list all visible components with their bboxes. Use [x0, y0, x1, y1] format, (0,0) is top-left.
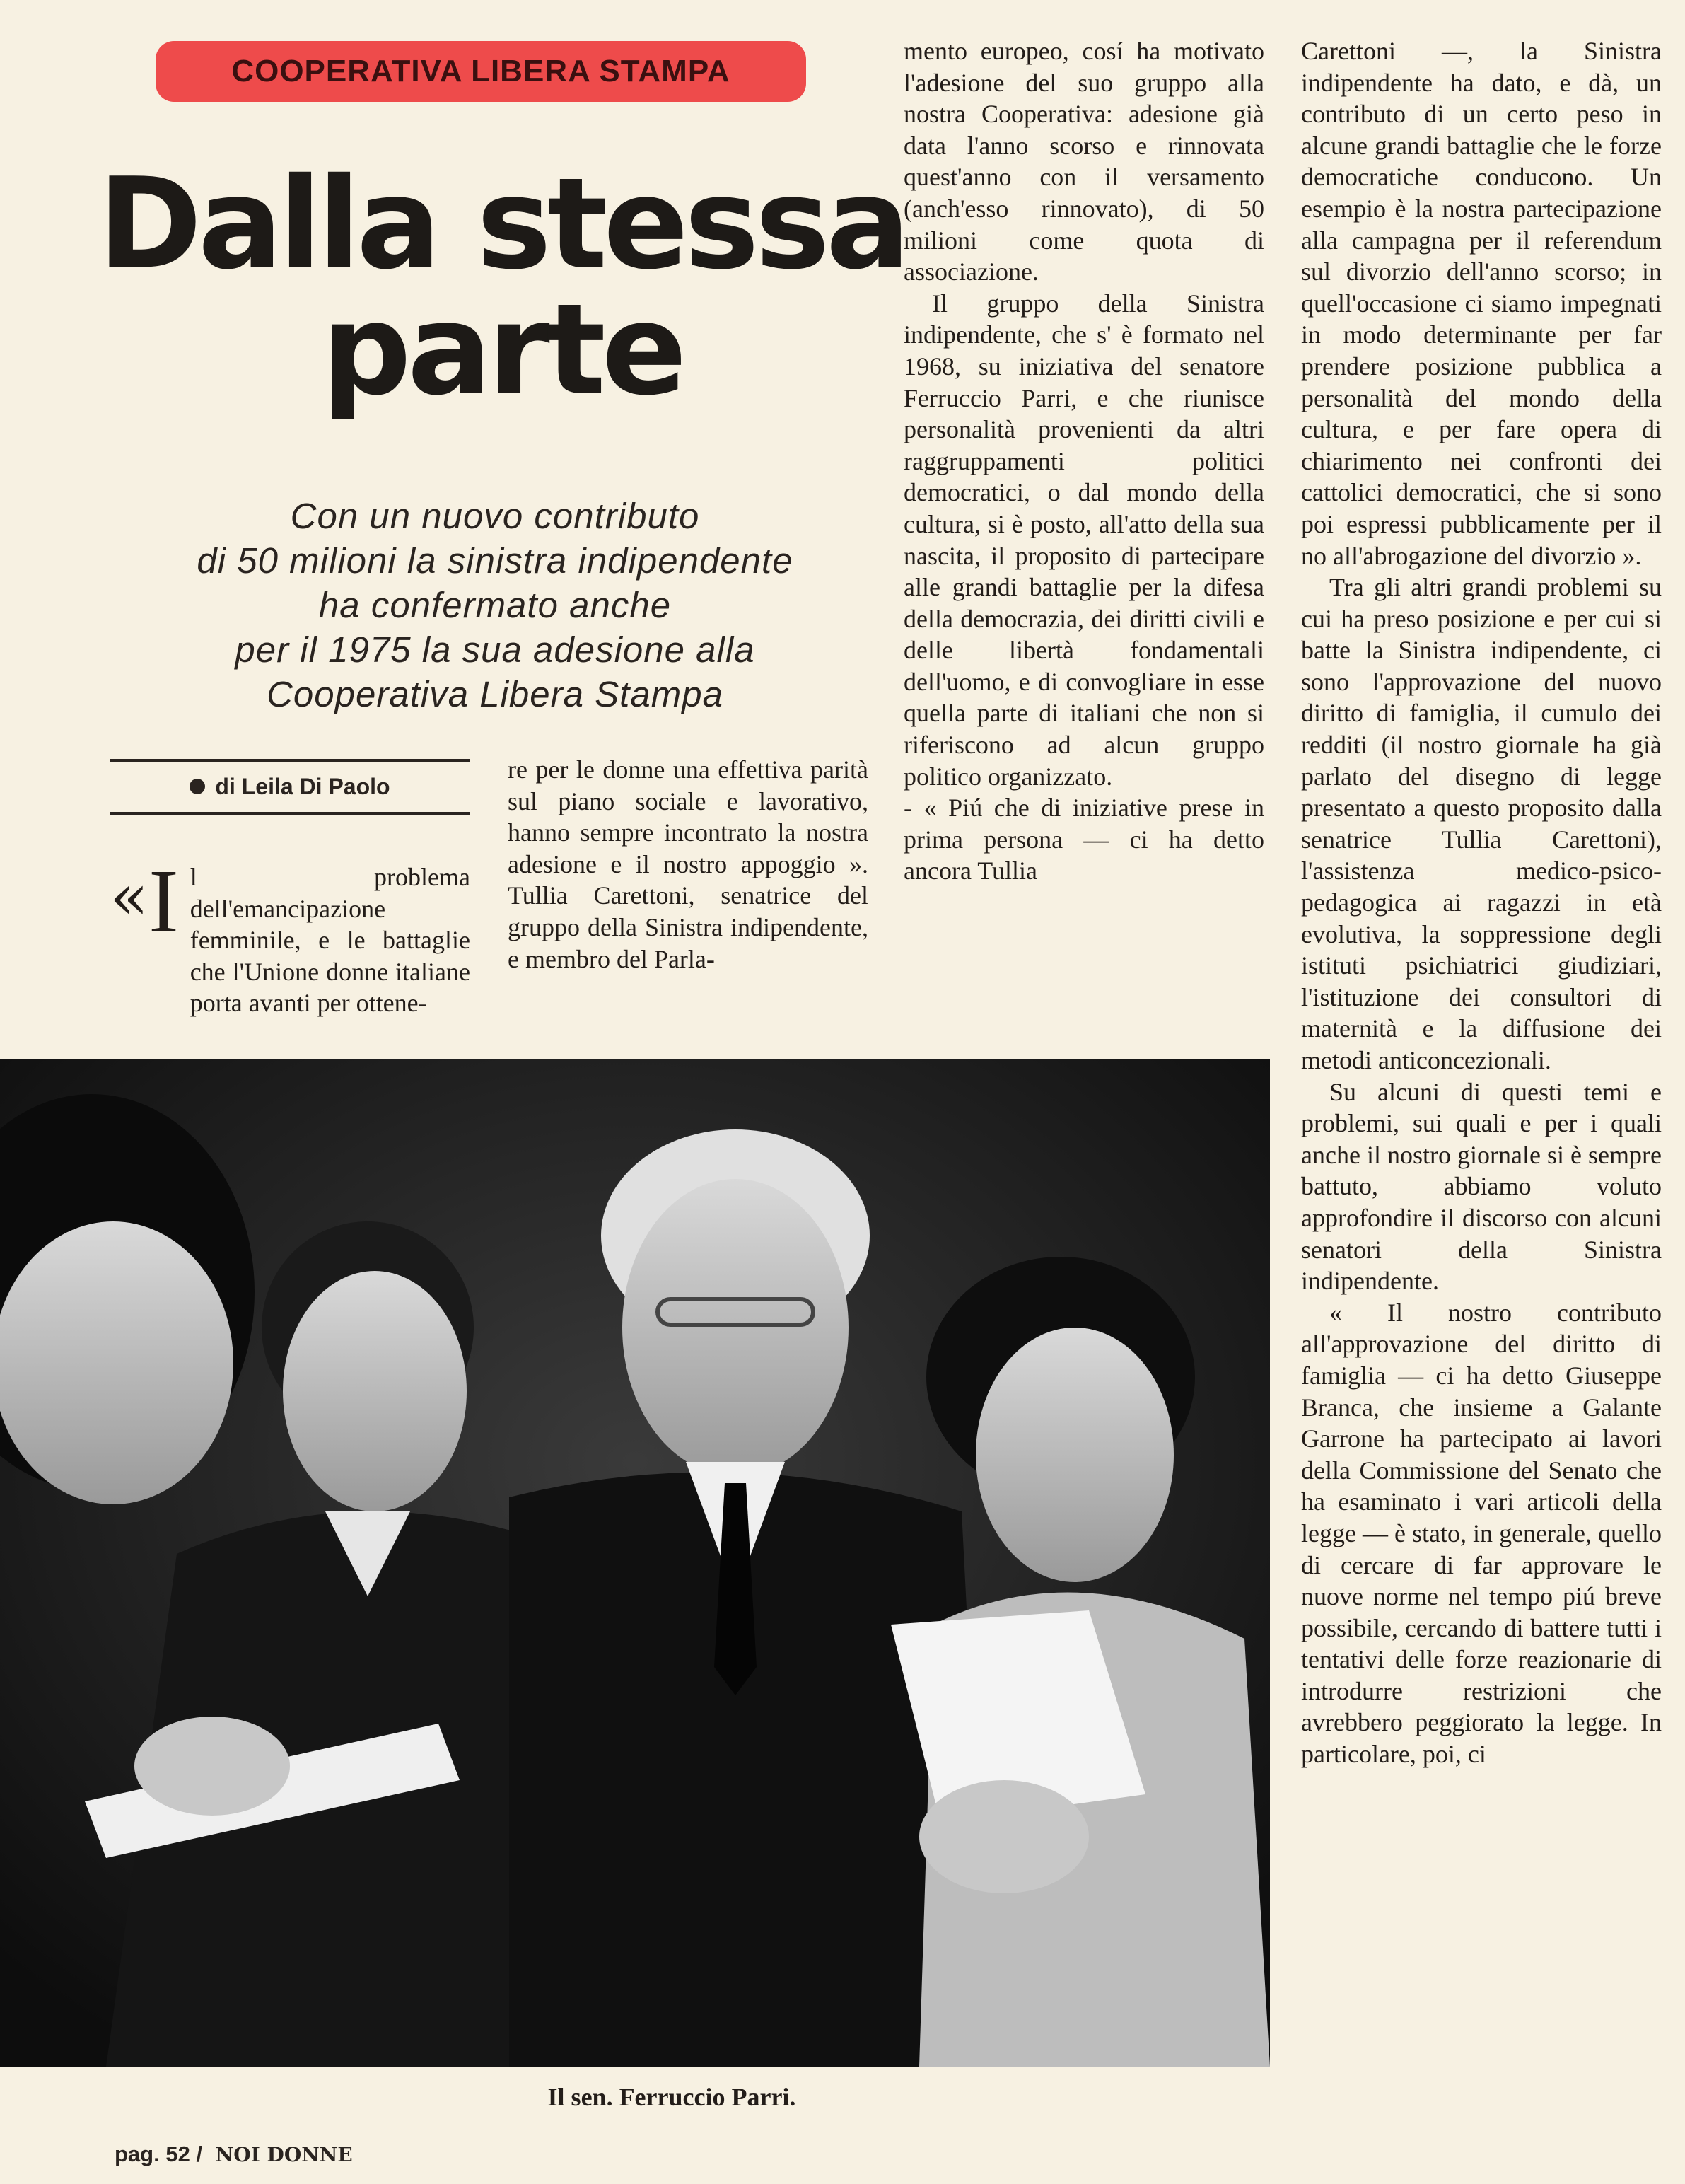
byline-bottom-rule — [110, 812, 470, 815]
page-number: pag. 52 — [115, 2142, 190, 2166]
body-paragraph: l problema dell'emancipazione femminile, e le battaglie che l'Unione donne italiane porta avanti per ottene- — [190, 863, 470, 1018]
subtitle-line: Cooperativa Libera Stampa — [267, 674, 723, 714]
headline — [85, 151, 919, 423]
drop-cap-quote: « — [110, 860, 149, 934]
headline-line-2: parte — [321, 277, 683, 423]
headline-line-1: Dalla stessa — [98, 151, 906, 297]
body-paragraph: Carettoni —, la Sinistra indipendente ha dato, e dà, un contributo di un certo peso in alcune grandi battaglie che le forze democratiche conducono. Un esempio è la nostra partecipazione alla campagna per il referendum sul divorzio dell'anno scorso; in quell'occasione ci siamo impegnati in modo determinante per far prendere posizione pubblica a personalità del mondo della cultura, e per fare opera di chiarimento nei confronti dei cattolici democratici, che si sono poi espressi pubblicamente per il no all'abrogazione del divorzio ». — [1301, 37, 1662, 570]
body-paragraph: re per le donne una effettiva parità sul piano sociale e lavorativo, hanno sempre incontrato la nostra adesione e il nostro appoggio ». Tullia Carettoni, senatrice del gruppo della Sinistra indipendente, e membro del Parla- — [508, 755, 868, 973]
body-column-2 — [508, 754, 868, 975]
byline-top-rule — [110, 759, 470, 762]
drop-cap-paragraph — [110, 851, 470, 1019]
subtitle-line: Con un nuovo contributo — [290, 496, 700, 536]
body-column-4 — [1301, 35, 1662, 1770]
body-paragraph: mento europeo, cosí ha motivato l'adesione del suo gruppo alla nostra Cooperativa: adesione già data l'anno scorso e rinnovata quest'anno con il versamento (anch'esso rinnovato), di 50 milioni come quota di associazione. — [904, 37, 1264, 286]
body-column-3 — [904, 35, 1264, 887]
body-paragraph: - « Piú che di iniziative prese in prima persona — ci ha detto ancora Tullia — [904, 794, 1264, 885]
subtitle-line: per il 1975 la sua adesione alla — [235, 629, 755, 670]
magazine-logo: NOI DONNE — [215, 2143, 353, 2166]
body-paragraph: Il gruppo della Sinistra indipendente, che s' è formato nel 1968, su iniziativa del senatore Ferruccio Parri, e che riunisce personalità provenienti da altri raggruppamenti politici democratici, o dal mondo della cultura, si è posto, all'atto della sua nascita, il proposito di partecipare alle grandi battaglie per la difesa della democrazia, dei diritti civili e delle libertà fondamentali dell'uomo, e di convogliare in esse quella parte di italiani che non si riferiscono ad alcun gruppo politico organizzato. — [904, 289, 1264, 791]
drop-cap-letter: I — [148, 851, 179, 951]
section-tag: COOPERATIVA LIBERA STAMPA — [156, 41, 806, 102]
subtitle — [85, 494, 905, 716]
byline-text: di Leila Di Paolo — [215, 774, 390, 799]
body-column-1 — [110, 851, 470, 1019]
byline — [110, 774, 470, 800]
photo-caption: Il sen. Ferruccio Parri. — [547, 2083, 796, 2111]
footer-separator: / — [196, 2142, 203, 2166]
news-photo — [0, 1059, 1270, 2067]
subtitle-line: di 50 milioni la sinistra indipendente — [197, 540, 793, 581]
body-paragraph: Tra gli altri grandi problemi su cui ha preso posizione e per cui si batte la Sinistra indipendente, ci sono l'approvazione del nuovo diritto di famiglia, il cumulo dei redditi (il nostro giornale ha già parlato del disegno di legge presentato a questo proposito dalla senatrice Tullia Carettoni), l'assistenza medico-psico-pedagogica ai ragazzi in età evolutiva, la soppressione degli istituti psichiatrici giudiziari, l'istituzione dei consultori di maternità e la diffusione dei metodi anticoncezionali. — [1301, 573, 1662, 1074]
page-footer — [115, 2142, 353, 2167]
bullet-icon — [190, 779, 205, 794]
subtitle-line: ha confermato anche — [318, 585, 672, 625]
body-paragraph: Su alcuni di questi temi e problemi, sui quali e per i quali anche il nostro giornale si è sempre battuto, abbiamo voluto approfondire il discorso con alcuni senatori della Sinistra indipendente. — [1301, 1077, 1662, 1296]
body-paragraph: « Il nostro contributo all'approvazione del diritto di famiglia — ci ha detto Giuseppe Branca, che insieme a Galante Garrone ha partecipato ai lavori della Commissione del Senato che ha esaminato i vari articoli della legge — è stato, in generale, quello di cercare di far approvare le nuove norme nel tempo piú breve possibile, cercando di battere tutti i tentativi delle forze reazionarie di introdurre restrizioni che avrebbero peggiorato la legge. In particolare, poi, ci — [1301, 1298, 1662, 1769]
